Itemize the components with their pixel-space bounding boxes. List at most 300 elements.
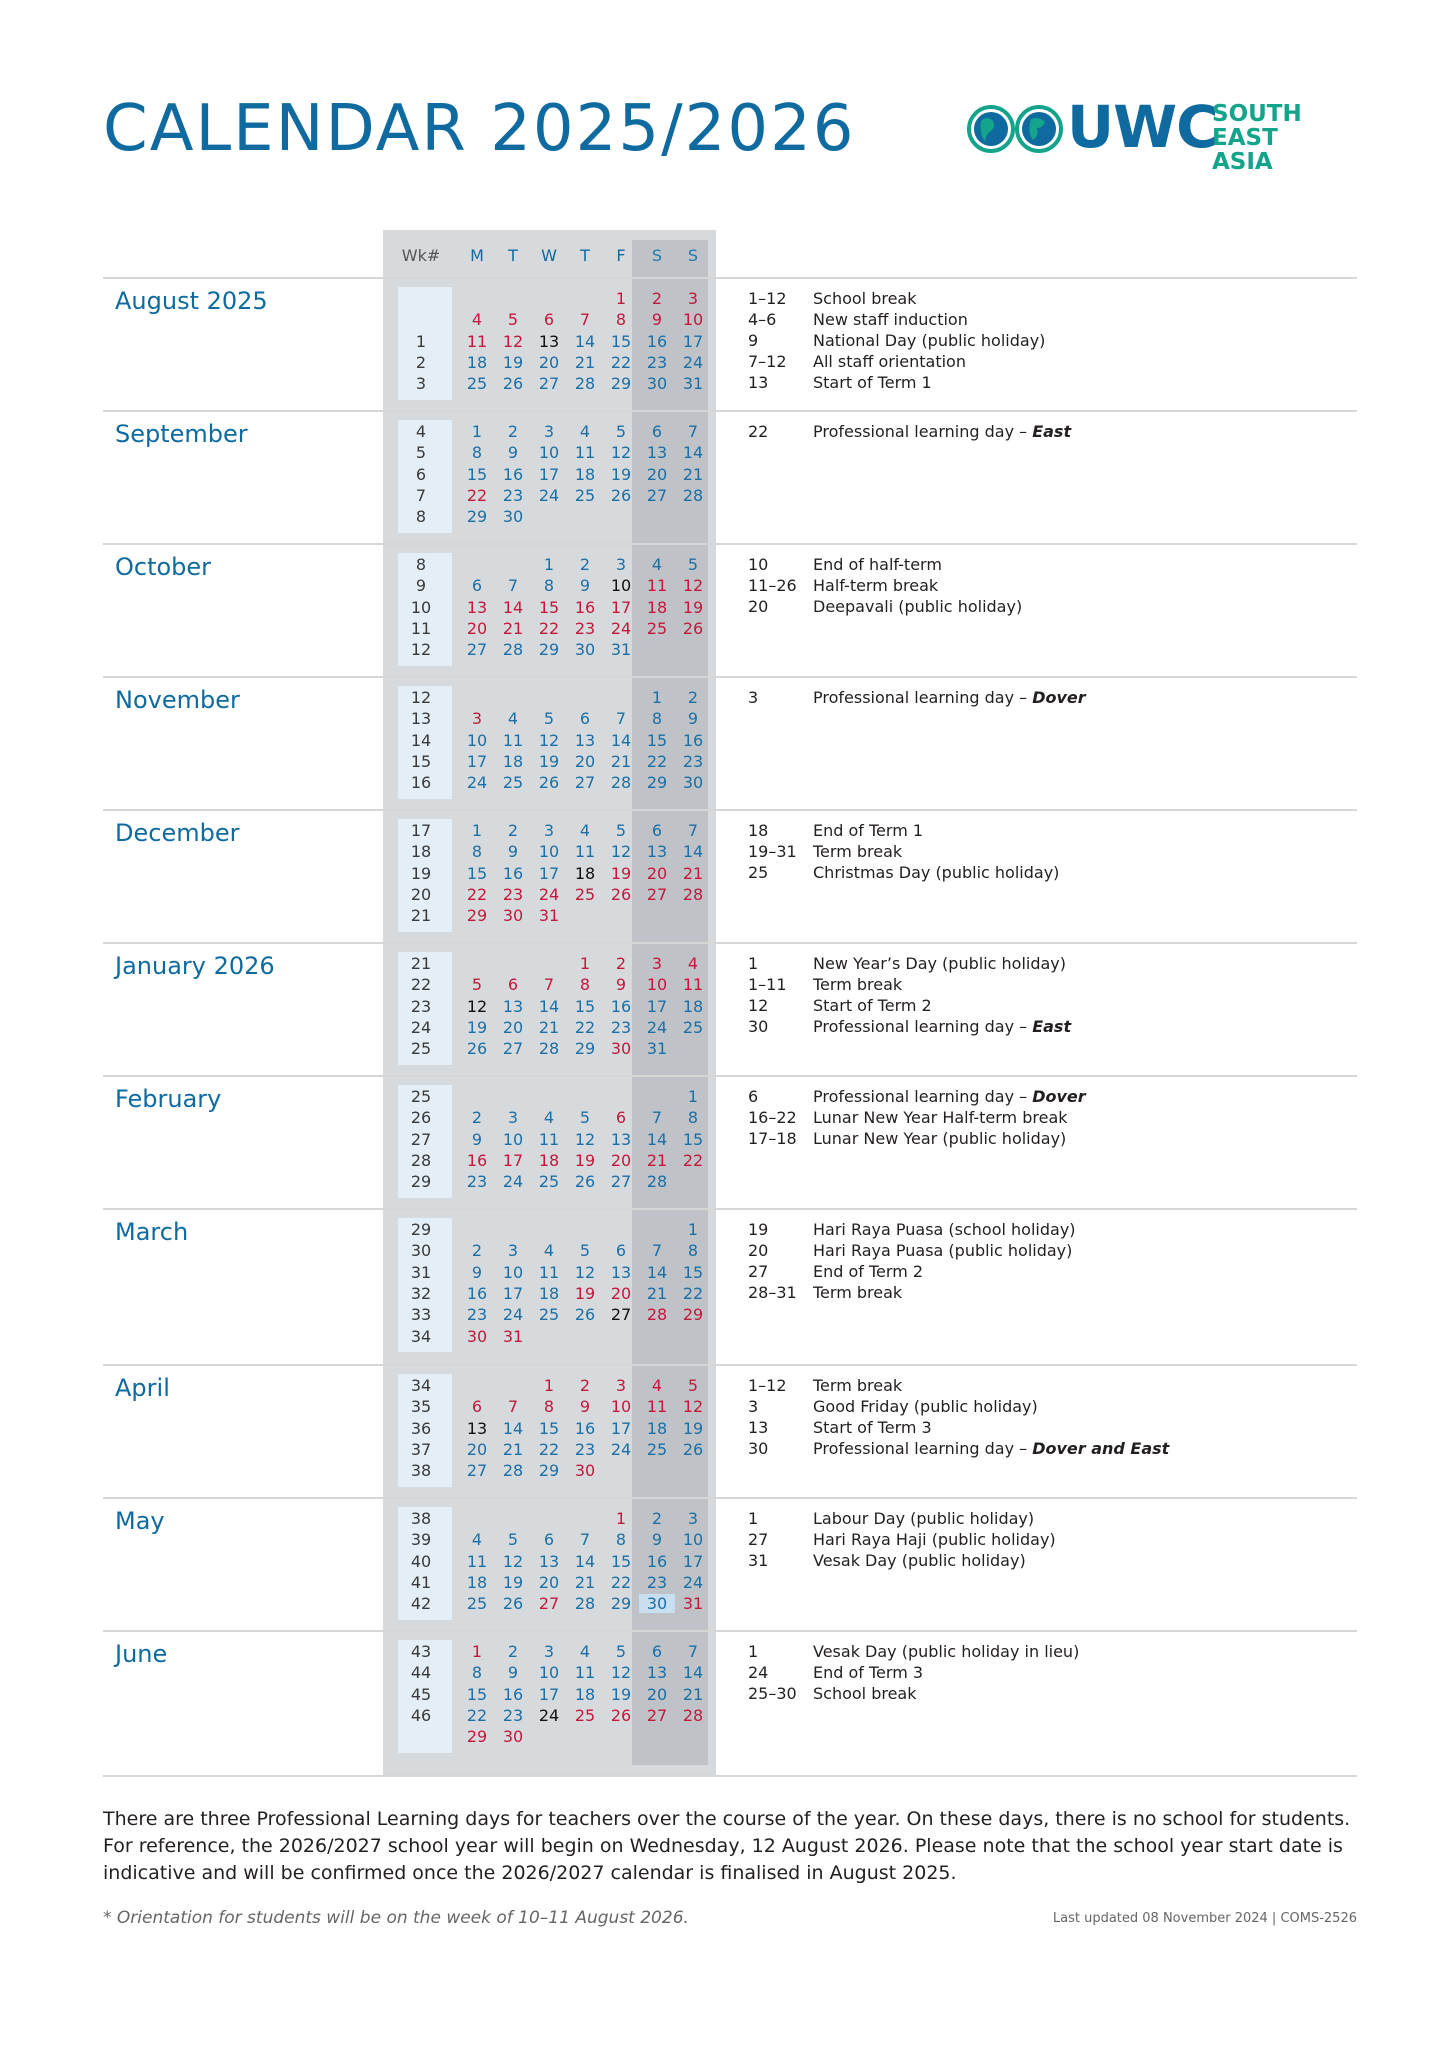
event-date: 11–26 xyxy=(748,576,797,595)
calendar-day: 15 xyxy=(466,1684,488,1704)
week-number: 24 xyxy=(410,1017,432,1037)
week-number: 26 xyxy=(410,1108,432,1128)
calendar-day: 19 xyxy=(610,863,632,883)
calendar-day: 6 xyxy=(615,1108,627,1128)
calendar-day: 18 xyxy=(682,996,704,1016)
calendar-day: 17 xyxy=(538,1684,560,1704)
calendar-day: 17 xyxy=(538,464,560,484)
event-date: 22 xyxy=(748,422,769,441)
calendar-day: 17 xyxy=(682,331,704,351)
calendar-day: 26 xyxy=(610,1705,632,1725)
event-item xyxy=(748,555,942,574)
event-item xyxy=(748,1087,1086,1106)
month-name: November xyxy=(115,686,240,714)
calendar-day: 16 xyxy=(610,996,632,1016)
week-number: 16 xyxy=(410,773,432,793)
event-item xyxy=(748,863,1059,882)
calendar-day: 3 xyxy=(543,821,555,840)
calendar-day: 13 xyxy=(574,730,596,750)
logo-region xyxy=(1212,102,1363,174)
calendar-day: 9 xyxy=(687,709,699,729)
calendar-day: 10 xyxy=(682,1530,704,1550)
calendar-day: 21 xyxy=(574,352,596,372)
calendar-day: 8 xyxy=(471,443,483,463)
week-number: 42 xyxy=(410,1594,432,1614)
event-text: Vesak Day (public holiday) xyxy=(813,1551,1026,1570)
week-number: 38 xyxy=(410,1509,432,1528)
weekday-header-sat: S xyxy=(651,246,663,265)
week-number: 4 xyxy=(415,422,427,441)
calendar-day: 17 xyxy=(646,996,668,1016)
week-number: 9 xyxy=(415,576,427,596)
calendar-day: 16 xyxy=(502,464,524,484)
week-number: 13 xyxy=(410,709,432,729)
week-number: 8 xyxy=(415,507,427,527)
calendar-day: 21 xyxy=(538,1017,560,1037)
event-item xyxy=(748,576,938,595)
week-number: 23 xyxy=(410,996,432,1016)
event-text: End of Term 1 xyxy=(813,821,924,840)
calendar-day: 25 xyxy=(574,485,596,505)
calendar-day: 31 xyxy=(682,374,704,394)
event-date: 1–11 xyxy=(748,975,787,994)
calendar-day: 14 xyxy=(646,1262,668,1282)
calendar-day: 19 xyxy=(502,352,524,372)
calendar-day: 29 xyxy=(682,1305,704,1325)
calendar-day: 4 xyxy=(579,1642,591,1661)
week-number: 32 xyxy=(410,1283,432,1303)
week-number: 36 xyxy=(410,1418,432,1438)
calendar-day: 28 xyxy=(646,1305,668,1325)
event-date: 10 xyxy=(748,555,769,574)
calendar-day: 7 xyxy=(687,1642,699,1661)
month-block xyxy=(103,942,1357,1077)
calendar-day: 7 xyxy=(615,709,627,729)
calendar-day: 12 xyxy=(610,443,632,463)
event-date: 17–18 xyxy=(748,1129,797,1148)
calendar-day: 10 xyxy=(646,975,668,995)
calendar-day: 19 xyxy=(538,751,560,771)
calendar-day: 30 xyxy=(682,773,704,793)
calendar-day: 18 xyxy=(646,1418,668,1438)
calendar-day: 23 xyxy=(682,751,704,771)
calendar-day: 2 xyxy=(471,1241,483,1261)
calendar-day: 13 xyxy=(538,331,560,351)
event-text: Professional learning day – xyxy=(813,422,1033,441)
event-text: New Year’s Day (public holiday) xyxy=(813,954,1067,973)
calendar-day: 21 xyxy=(574,1572,596,1592)
event-date: 13 xyxy=(748,373,769,392)
calendar-day: 11 xyxy=(682,975,704,995)
calendar-day: 11 xyxy=(538,1262,560,1282)
calendar-day: 28 xyxy=(682,485,704,505)
calendar-day: 20 xyxy=(466,1439,488,1459)
calendar-day: 23 xyxy=(646,1572,668,1592)
calendar-day: 5 xyxy=(615,1642,627,1661)
calendar-day: 16 xyxy=(466,1150,488,1170)
calendar-day: 23 xyxy=(574,618,596,638)
calendar-day: 26 xyxy=(610,884,632,904)
calendar-day: 22 xyxy=(538,1439,560,1459)
weekday-header-sun: S xyxy=(687,246,699,265)
calendar-day: 7 xyxy=(543,975,555,995)
event-date: 25 xyxy=(748,863,769,882)
calendar-day: 22 xyxy=(682,1150,704,1170)
week-number: 7 xyxy=(415,485,427,505)
calendar-day: 17 xyxy=(610,1418,632,1438)
event-date: 27 xyxy=(748,1530,769,1549)
calendar-day: 10 xyxy=(682,310,704,330)
week-number: 17 xyxy=(410,821,432,840)
calendar-day: 21 xyxy=(610,751,632,771)
event-item xyxy=(748,1418,932,1437)
calendar-day: 17 xyxy=(502,1283,524,1303)
calendar-day: 25 xyxy=(466,374,488,394)
calendar-day: 11 xyxy=(466,1551,488,1571)
calendar-day: 26 xyxy=(682,618,704,638)
calendar-day: 17 xyxy=(538,863,560,883)
event-date: 4–6 xyxy=(748,310,777,329)
calendar-day: 5 xyxy=(507,310,519,330)
calendar-day: 25 xyxy=(502,773,524,793)
calendar-day: 15 xyxy=(538,1418,560,1438)
week-number: 11 xyxy=(410,618,432,638)
event-date: 12 xyxy=(748,996,769,1015)
calendar-day: 6 xyxy=(543,1530,555,1550)
calendar-day: 30 xyxy=(574,1461,596,1481)
calendar-day: 16 xyxy=(502,1684,524,1704)
calendar-day: 15 xyxy=(574,996,596,1016)
last-updated: Last updated 08 November 2024 | COMS-2526 xyxy=(1052,1911,1357,1926)
month-block xyxy=(103,1208,1357,1366)
calendar-day: 25 xyxy=(574,884,596,904)
event-text: Term break xyxy=(813,842,903,861)
calendar-day: 14 xyxy=(610,730,632,750)
calendar-day: 16 xyxy=(646,1551,668,1571)
calendar-day: 27 xyxy=(502,1039,524,1059)
calendar-day: 22 xyxy=(610,1572,632,1592)
calendar-day: 13 xyxy=(538,1551,560,1571)
event-item xyxy=(748,1439,1169,1458)
event-text: Hari Raya Haji (public holiday) xyxy=(813,1530,1056,1549)
week-number: 2 xyxy=(415,352,427,372)
weekday-header-row xyxy=(383,230,716,276)
event-text: New staff induction xyxy=(813,310,968,329)
calendar-day: 21 xyxy=(502,1439,524,1459)
logo-wordmark: UWC xyxy=(1067,93,1218,161)
calendar-day: 23 xyxy=(646,352,668,372)
event-item xyxy=(748,289,917,308)
calendar-day: 11 xyxy=(574,443,596,463)
calendar-day: 18 xyxy=(502,751,524,771)
calendar-day: 15 xyxy=(646,730,668,750)
event-item xyxy=(748,1017,1071,1036)
event-text: Professional learning day – xyxy=(813,1017,1033,1036)
calendar-day: 29 xyxy=(574,1039,596,1059)
calendar-day: 2 xyxy=(651,1509,663,1528)
calendar-day: 27 xyxy=(466,1461,488,1481)
event-campus: Dover xyxy=(1032,688,1086,707)
calendar-day: 17 xyxy=(682,1551,704,1571)
event-item xyxy=(748,1262,923,1281)
calendar-day: 15 xyxy=(682,1129,704,1149)
event-text: School break xyxy=(813,289,917,308)
calendar-day: 4 xyxy=(651,555,663,574)
event-text: Deepavali (public holiday) xyxy=(813,597,1023,616)
month-name: December xyxy=(115,819,240,847)
week-number: 37 xyxy=(410,1439,432,1459)
calendar-day: 21 xyxy=(646,1150,668,1170)
calendar-day: 20 xyxy=(502,1017,524,1037)
event-date: 1–12 xyxy=(748,1376,787,1395)
calendar-day: 14 xyxy=(502,1418,524,1438)
calendar-day: 29 xyxy=(646,773,668,793)
calendar-day: 20 xyxy=(646,863,668,883)
calendar-day: 21 xyxy=(682,464,704,484)
week-number: 21 xyxy=(410,954,432,973)
calendar-day: 30 xyxy=(502,906,524,926)
calendar-day: 4 xyxy=(543,1108,555,1128)
calendar-day: 28 xyxy=(682,884,704,904)
calendar-day: 24 xyxy=(538,1705,560,1725)
calendar-day: 6 xyxy=(471,576,483,596)
week-number: 34 xyxy=(410,1376,432,1395)
logo-region-line2: ASIA xyxy=(1212,149,1273,175)
calendar-day: 23 xyxy=(502,1705,524,1725)
calendar-day: 22 xyxy=(466,884,488,904)
weekday-header-thu: T xyxy=(580,246,590,265)
event-text: All staff orientation xyxy=(813,352,966,371)
calendar-day: 7 xyxy=(579,310,591,330)
event-text: Hari Raya Puasa (public holiday) xyxy=(813,1241,1073,1260)
calendar-day: 10 xyxy=(538,1663,560,1683)
calendar-day: 30 xyxy=(502,507,524,527)
bottom-divider xyxy=(103,1775,1357,1777)
calendar-day: 14 xyxy=(682,1663,704,1683)
calendar-day: 27 xyxy=(646,884,668,904)
event-campus: East xyxy=(1032,1017,1072,1036)
calendar-day: 5 xyxy=(687,1376,699,1395)
calendar-day: 11 xyxy=(574,1663,596,1683)
calendar-day: 17 xyxy=(610,597,632,617)
calendar-day: 7 xyxy=(507,1397,519,1417)
week-number: 43 xyxy=(410,1642,432,1661)
calendar-day: 24 xyxy=(682,352,704,372)
calendar-day: 1 xyxy=(687,1087,699,1106)
event-text: Term break xyxy=(813,975,903,994)
month-name: March xyxy=(115,1218,189,1246)
calendar-day: 14 xyxy=(502,597,524,617)
calendar-day: 8 xyxy=(579,975,591,995)
event-text: Christmas Day (public holiday) xyxy=(813,863,1060,882)
calendar-day: 3 xyxy=(507,1108,519,1128)
event-date: 20 xyxy=(748,1241,769,1260)
calendar-day: 20 xyxy=(610,1283,632,1303)
week-number: 31 xyxy=(410,1262,432,1282)
month-block xyxy=(103,410,1357,545)
calendar-day: 18 xyxy=(538,1283,560,1303)
event-text: End of Term 2 xyxy=(813,1262,924,1281)
week-number: 34 xyxy=(410,1326,432,1346)
event-text: Lunar New Year Half-term break xyxy=(813,1108,1068,1127)
calendar-day: 12 xyxy=(466,996,488,1016)
calendar-day: 25 xyxy=(646,618,668,638)
calendar-day: 28 xyxy=(610,773,632,793)
month-name: June xyxy=(115,1640,168,1668)
calendar-day: 27 xyxy=(610,1305,632,1325)
weekday-header-fri: F xyxy=(616,246,626,265)
event-text: Start of Term 1 xyxy=(813,373,932,392)
calendar-day: 5 xyxy=(579,1241,591,1261)
calendar-day: 4 xyxy=(651,1376,663,1395)
event-item xyxy=(748,352,966,371)
calendar-day: 18 xyxy=(574,464,596,484)
calendar-day: 13 xyxy=(646,443,668,463)
calendar-day: 29 xyxy=(538,640,560,660)
calendar-day: 8 xyxy=(687,1241,699,1261)
calendar-day: 28 xyxy=(574,1594,596,1614)
week-number: 25 xyxy=(410,1087,432,1106)
calendar-day: 3 xyxy=(687,1509,699,1528)
footer-note: * Orientation for students will be on the week of 10–11 August 2026. xyxy=(103,1908,689,1928)
calendar-day: 18 xyxy=(574,1684,596,1704)
event-item xyxy=(748,597,1022,616)
event-date: 20 xyxy=(748,597,769,616)
calendar-day: 2 xyxy=(687,688,699,707)
calendar-day: 4 xyxy=(471,310,483,330)
event-date: 24 xyxy=(748,1663,769,1682)
calendar-day: 9 xyxy=(615,975,627,995)
calendar-day: 2 xyxy=(507,1642,519,1661)
calendar-day: 2 xyxy=(579,1376,591,1395)
week-number: 3 xyxy=(415,374,427,394)
event-date: 13 xyxy=(748,1418,769,1437)
event-date: 1 xyxy=(748,1509,759,1528)
calendar-day: 29 xyxy=(538,1461,560,1481)
calendar-day: 17 xyxy=(502,1150,524,1170)
calendar-day: 12 xyxy=(574,1129,596,1149)
calendar-day: 16 xyxy=(574,597,596,617)
calendar-day: 24 xyxy=(646,1017,668,1037)
calendar-day: 8 xyxy=(543,1397,555,1417)
week-number: 22 xyxy=(410,975,432,995)
calendar-day: 21 xyxy=(502,618,524,638)
calendar-day: 14 xyxy=(682,842,704,862)
calendar-day: 10 xyxy=(502,1262,524,1282)
event-item xyxy=(748,1663,923,1682)
calendar-day: 7 xyxy=(651,1241,663,1261)
calendar-day: 28 xyxy=(502,640,524,660)
event-item xyxy=(748,842,902,861)
event-text: Start of Term 2 xyxy=(813,996,932,1015)
week-number: 40 xyxy=(410,1551,432,1571)
event-text: End of half-term xyxy=(813,555,942,574)
uwc-logo xyxy=(967,93,1363,175)
event-date: 31 xyxy=(748,1551,769,1570)
calendar-day: 25 xyxy=(538,1305,560,1325)
calendar-day: 6 xyxy=(651,422,663,441)
week-number: 8 xyxy=(415,555,427,574)
week-number: 1 xyxy=(415,331,427,351)
calendar-day: 12 xyxy=(502,331,524,351)
week-number: 18 xyxy=(410,842,432,862)
calendar-day: 29 xyxy=(610,1594,632,1614)
event-item xyxy=(748,1241,1072,1260)
calendar-day: 15 xyxy=(682,1262,704,1282)
calendar-day: 19 xyxy=(610,1684,632,1704)
calendar-day: 11 xyxy=(502,730,524,750)
calendar-day: 12 xyxy=(610,842,632,862)
calendar-day: 27 xyxy=(646,485,668,505)
event-item xyxy=(748,1551,1026,1570)
calendar-day: 18 xyxy=(466,352,488,372)
calendar-day: 19 xyxy=(574,1283,596,1303)
calendar-day: 10 xyxy=(610,576,632,596)
calendar-day: 3 xyxy=(471,709,483,729)
event-date: 18 xyxy=(748,821,769,840)
calendar-day: 6 xyxy=(507,975,519,995)
event-item xyxy=(748,1530,1056,1549)
calendar-day: 12 xyxy=(574,1262,596,1282)
event-item xyxy=(748,1220,1076,1239)
calendar-day: 20 xyxy=(574,751,596,771)
month-name: January 2026 xyxy=(115,952,275,980)
event-text: Lunar New Year (public holiday) xyxy=(813,1129,1067,1148)
calendar-day: 4 xyxy=(579,821,591,840)
calendar-day: 26 xyxy=(502,374,524,394)
event-text: National Day (public holiday) xyxy=(813,331,1046,350)
week-number: 20 xyxy=(410,884,432,904)
event-date: 1 xyxy=(748,1642,759,1661)
calendar-day: 29 xyxy=(610,374,632,394)
event-item xyxy=(748,310,968,329)
calendar-day: 26 xyxy=(574,1305,596,1325)
calendar-day: 24 xyxy=(538,485,560,505)
calendar-day: 29 xyxy=(466,906,488,926)
calendar-day: 22 xyxy=(466,1705,488,1725)
calendar-day: 1 xyxy=(543,555,555,574)
calendar-day: 13 xyxy=(466,1418,488,1438)
week-number-header: Wk# xyxy=(401,246,441,265)
calendar-day: 18 xyxy=(538,1150,560,1170)
calendar-day: 21 xyxy=(682,863,704,883)
calendar-day: 20 xyxy=(466,618,488,638)
week-number: 35 xyxy=(410,1397,432,1417)
event-item xyxy=(748,1283,902,1302)
calendar-day: 1 xyxy=(471,1642,483,1661)
calendar-day: 8 xyxy=(615,1530,627,1550)
month-name: October xyxy=(115,553,212,581)
calendar-day: 24 xyxy=(538,884,560,904)
event-date: 16–22 xyxy=(748,1108,797,1127)
calendar-day: 27 xyxy=(574,773,596,793)
calendar-day: 1 xyxy=(471,422,483,441)
event-date: 25–30 xyxy=(748,1684,797,1703)
calendar-day: 5 xyxy=(471,975,483,995)
calendar-day: 3 xyxy=(651,954,663,973)
calendar-day: 19 xyxy=(682,1418,704,1438)
calendar-day: 3 xyxy=(543,422,555,441)
calendar-day: 28 xyxy=(682,1705,704,1725)
calendar-day: 20 xyxy=(646,1684,668,1704)
calendar-day: 22 xyxy=(538,618,560,638)
calendar-day: 6 xyxy=(651,821,663,840)
calendar-day: 2 xyxy=(579,555,591,574)
event-text: Professional learning day – xyxy=(813,688,1033,707)
calendar-day: 22 xyxy=(466,485,488,505)
calendar-day: 12 xyxy=(502,1551,524,1571)
calendar-day: 9 xyxy=(579,1397,591,1417)
